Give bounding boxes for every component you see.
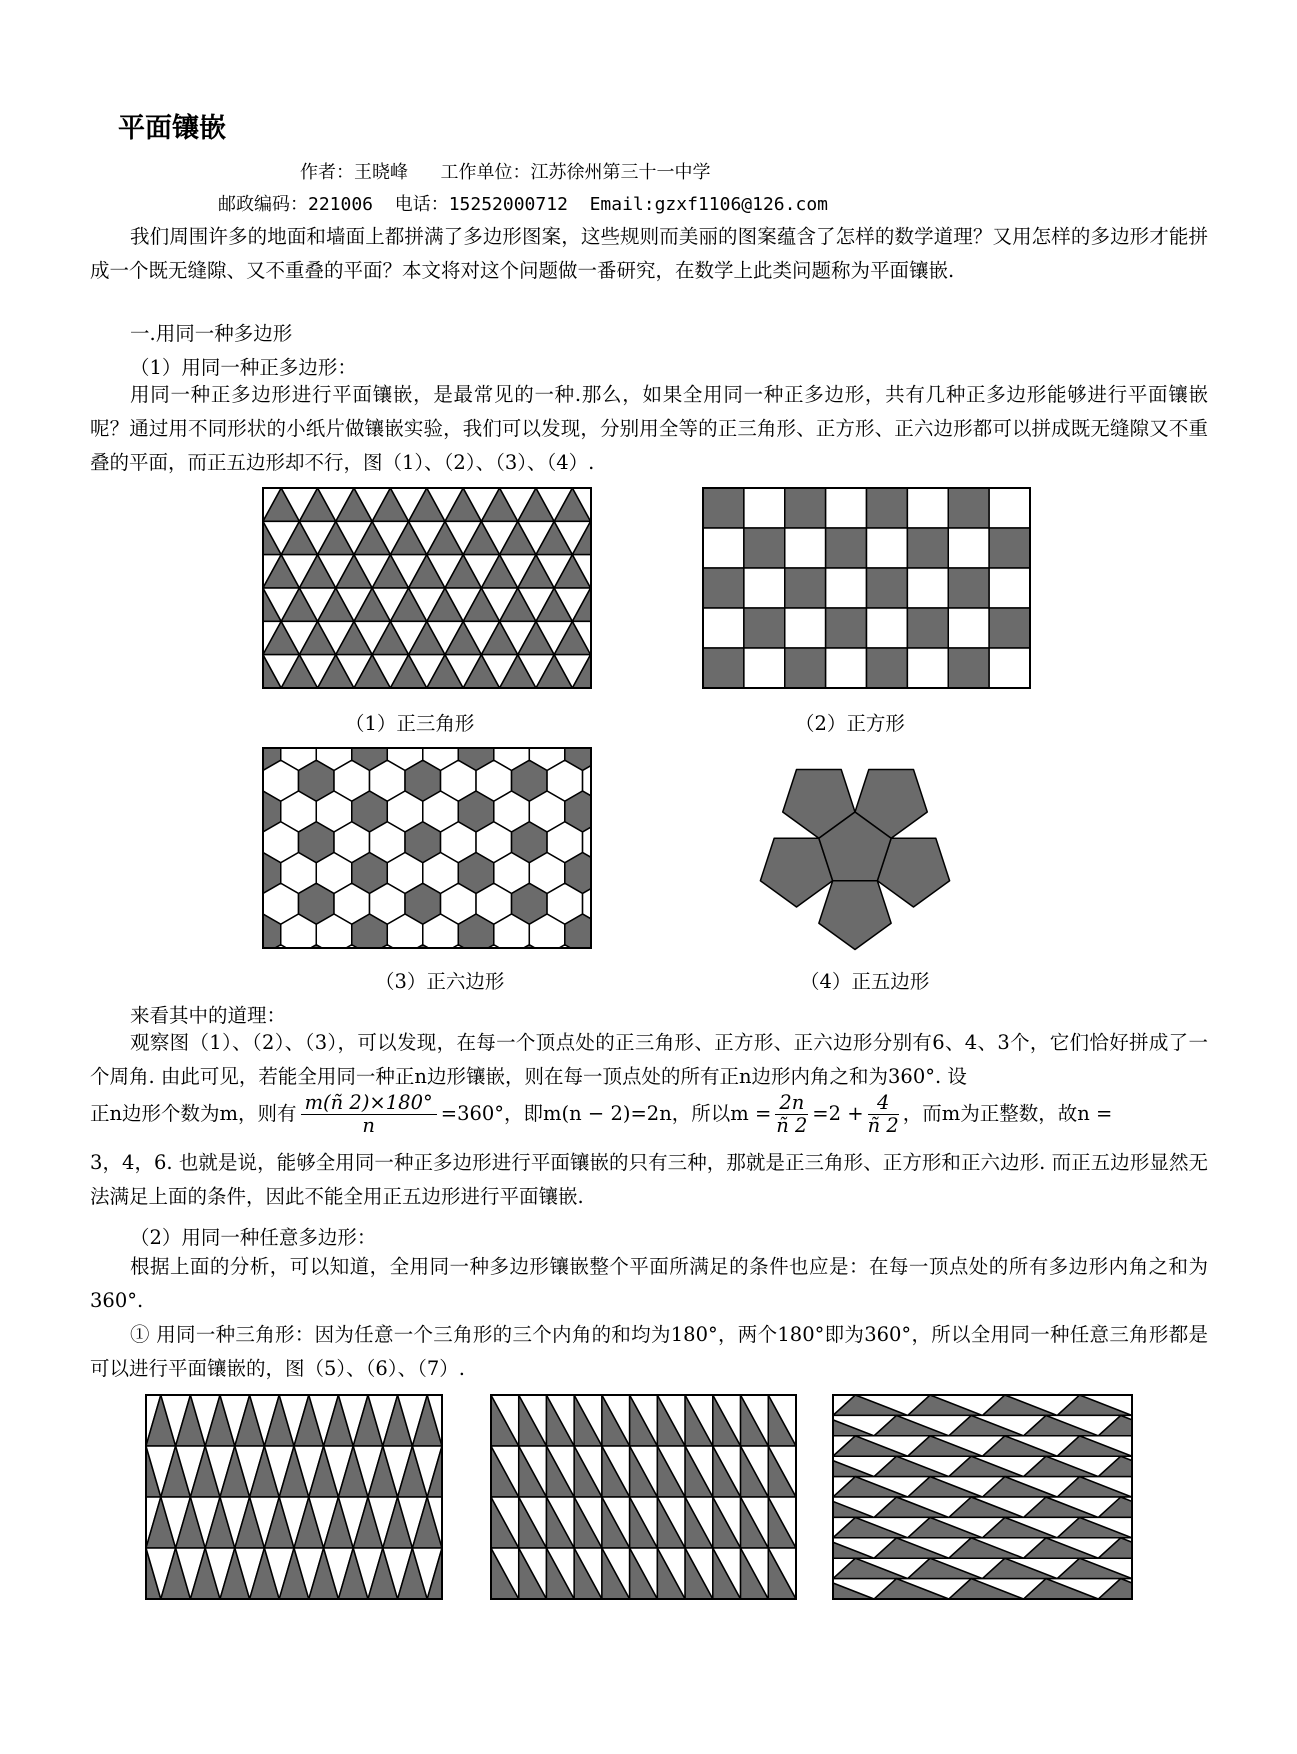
fraction-3 bbox=[868, 1092, 899, 1137]
tile-triangle-up bbox=[591, 621, 627, 654]
fraction-1-den: n bbox=[362, 1114, 375, 1137]
tile-triangle-up bbox=[208, 521, 244, 554]
tile-square bbox=[826, 608, 867, 648]
tile-scalene-light bbox=[1154, 1517, 1229, 1537]
tile-pentagon-outer bbox=[819, 881, 891, 950]
tile-triangle-down bbox=[208, 555, 244, 588]
tile-square bbox=[867, 528, 908, 568]
tile-hexagon bbox=[600, 791, 636, 832]
fraction-3-num: 4 bbox=[868, 1092, 899, 1115]
caption-figure-1: （1）正三角形 bbox=[345, 712, 475, 735]
tile-square bbox=[826, 648, 867, 688]
tile-triangle-up bbox=[190, 621, 226, 654]
tile-hexagon bbox=[227, 699, 263, 740]
tile-triangle-up bbox=[227, 488, 263, 521]
tile-square bbox=[948, 528, 989, 568]
tile-square bbox=[703, 488, 744, 528]
page-title: 平面镶嵌 bbox=[118, 113, 226, 144]
tile-triangle-up bbox=[208, 588, 244, 621]
tile-hexagon bbox=[618, 760, 654, 801]
tile-triangle-up bbox=[609, 588, 645, 621]
tile-square bbox=[826, 488, 867, 528]
figure-6-right-triangles bbox=[491, 1395, 796, 1599]
tile-triangle-down bbox=[227, 655, 263, 688]
tile-scalene-dark bbox=[1173, 1415, 1248, 1435]
tile-scalene-light bbox=[1196, 1497, 1271, 1517]
tile-scalene-dark bbox=[1173, 1538, 1248, 1558]
tile-scalene-light bbox=[1154, 1558, 1229, 1578]
tile-scalene-dark bbox=[1248, 1579, 1297, 1599]
tile-scalene-dark bbox=[1282, 1436, 1297, 1456]
tile-scalene-dark bbox=[1132, 1477, 1207, 1497]
fraction-1-num: m(ñ 2)×180° bbox=[301, 1092, 437, 1115]
tile-square bbox=[744, 568, 785, 608]
fraction-2-den: ñ 2 bbox=[776, 1114, 808, 1137]
formula-pre: 正n边形个数为m，则有 bbox=[90, 1102, 297, 1125]
tile-square bbox=[744, 488, 785, 528]
tile-square bbox=[867, 488, 908, 528]
tile-triangle-down bbox=[591, 521, 627, 554]
tile-scalene-dark bbox=[1207, 1517, 1282, 1537]
tile-triangle-up bbox=[645, 655, 681, 688]
tile-square bbox=[907, 528, 948, 568]
tile-square bbox=[907, 648, 948, 688]
tile-triangle-down bbox=[663, 655, 699, 688]
formula-eq2: =2 + bbox=[812, 1102, 864, 1125]
tile-hexagon bbox=[299, 699, 335, 740]
figure-4-pentagons bbox=[745, 730, 965, 952]
tile-hexagon bbox=[583, 945, 619, 986]
tile-square bbox=[826, 568, 867, 608]
tile-square bbox=[826, 528, 867, 568]
tile-hexagon bbox=[636, 976, 672, 1017]
formula-eq1: =360°，即m(n − 2)=2n，所以m = bbox=[440, 1102, 772, 1125]
tile-triangle-down bbox=[627, 655, 663, 688]
tile-square bbox=[867, 648, 908, 688]
paragraph-triangle: ① 用同一种三角形：因为任意一个三角形的三个内角的和均为180°，两个180°即为360°，所以全用同一种任意三角形都是可以进行平面镶嵌的，图（5）、（6）、（7）. bbox=[90, 1323, 1208, 1380]
tile-triangle-up bbox=[457, 1446, 487, 1497]
paragraph-regular-polygon: 用同一种正多边形进行平面镶嵌，是最常见的一种.那么，如果全用同一种正多边形，共有几种正多边形能够进行平面镶嵌呢？通过用不同形状的小纸片做镶嵌实验，我们可以发现，分别用全等的正三角形、正方形、正六边形都可以拼成既无缝隙又不重叠的平面，而正五边形却不行，图（1）、（2）、（3）、（4）. bbox=[90, 383, 1208, 474]
tile-triangle-up bbox=[227, 555, 263, 588]
tile-square bbox=[907, 608, 948, 648]
tile-triangle-up bbox=[609, 521, 645, 554]
tile-square bbox=[785, 488, 826, 528]
tile-triangle-up bbox=[645, 588, 681, 621]
tile-triangle-down bbox=[645, 555, 681, 588]
tile-hexagon bbox=[210, 853, 246, 894]
tile-triangle-down bbox=[591, 655, 627, 688]
tile-scalene-light bbox=[1196, 1579, 1271, 1599]
tile-scalene-dark bbox=[1248, 1456, 1297, 1476]
formula-post: ，而m为正整数，故n = bbox=[902, 1102, 1113, 1125]
tile-hexagon bbox=[654, 822, 690, 863]
tile-scalene-dark bbox=[1132, 1436, 1207, 1456]
tile-scalene-dark bbox=[1282, 1395, 1297, 1415]
tile-square bbox=[703, 568, 744, 608]
reason-paragraph-2: 3，4，6. 也就是说，能够全用同一种正多边形进行平面镶嵌的只有三种，那就是正三角形、正方形和正六边形. 而正五边形显然无法满足上面的条件，因此不能全用正五边形进行平面镶嵌. bbox=[90, 1151, 1208, 1208]
subheading-regular-polygon: （1）用同一种正多边形： bbox=[130, 356, 357, 379]
tile-hexagon bbox=[299, 945, 335, 986]
tile-triangle-up bbox=[663, 488, 699, 521]
tile-triangle-down bbox=[663, 588, 699, 621]
tile-square bbox=[948, 488, 989, 528]
tile-triangle-down bbox=[442, 1446, 472, 1497]
tile-triangle-up bbox=[645, 521, 681, 554]
figure-7-scalene-triangles bbox=[833, 1395, 1132, 1599]
tile-hexagon bbox=[227, 760, 263, 801]
contact-line: 邮政编码：221006 电话：15252000712 Email:gzxf1106@126.com bbox=[218, 194, 828, 215]
tile-scalene-dark bbox=[1282, 1558, 1297, 1578]
tile-triangle-down bbox=[591, 588, 627, 621]
tile-triangle-down bbox=[609, 488, 645, 521]
tile-triangle-down bbox=[627, 521, 663, 554]
tile-scalene-dark bbox=[1248, 1497, 1297, 1517]
caption-figure-4: （4）正五边形 bbox=[800, 970, 930, 993]
tile-square bbox=[785, 568, 826, 608]
tile-hexagon bbox=[227, 945, 263, 986]
tile-triangle-down bbox=[609, 555, 645, 588]
tile-hexagon bbox=[636, 791, 672, 832]
tile-triangle-down bbox=[457, 1497, 487, 1548]
tile-triangle-down bbox=[645, 488, 681, 521]
tile-triangle-up bbox=[627, 621, 663, 654]
tile-hexagon bbox=[636, 730, 672, 771]
tile-hexagon bbox=[210, 914, 246, 955]
tile-scalene-dark bbox=[1282, 1477, 1297, 1497]
tile-square bbox=[744, 528, 785, 568]
tile-hexagon bbox=[263, 945, 299, 986]
tile-scalene-dark bbox=[1207, 1477, 1282, 1497]
fraction-2 bbox=[775, 1092, 808, 1137]
tile-scalene-light bbox=[1229, 1517, 1297, 1537]
tile-scalene-light bbox=[1270, 1456, 1297, 1476]
tile-triangle-up bbox=[591, 555, 627, 588]
tile-triangle-down bbox=[627, 588, 663, 621]
tile-triangle-up bbox=[591, 488, 627, 521]
tile-triangle-up bbox=[663, 621, 699, 654]
tile-scalene-dark bbox=[1282, 1517, 1297, 1537]
tile-square bbox=[744, 648, 785, 688]
tile-scalene-dark bbox=[1132, 1517, 1207, 1537]
tile-scalene-light bbox=[1229, 1558, 1297, 1578]
tile-square bbox=[948, 648, 989, 688]
tile-scalene-light bbox=[1229, 1395, 1297, 1415]
tile-hexagon bbox=[600, 853, 636, 894]
tile-hexagon bbox=[227, 883, 263, 924]
tile-square bbox=[948, 608, 989, 648]
formula-line bbox=[90, 1092, 1112, 1137]
tile-triangle-up bbox=[609, 655, 645, 688]
author-line: 作者：王晓峰 工作单位：江苏徐州第三十一中学 bbox=[300, 162, 711, 183]
tile-triangle-up bbox=[663, 555, 699, 588]
tile-hexagon bbox=[618, 822, 654, 863]
tile-square bbox=[907, 488, 948, 528]
tile-scalene-light bbox=[1229, 1436, 1297, 1456]
tile-hexagon bbox=[512, 699, 548, 740]
tile-scalene-dark bbox=[1132, 1558, 1207, 1578]
tile-scalene-light bbox=[1229, 1477, 1297, 1497]
fraction-3-den: ñ 2 bbox=[867, 1114, 899, 1137]
tile-triangle-up bbox=[457, 1548, 487, 1599]
tile-hexagon bbox=[583, 699, 619, 740]
intro-paragraph: 我们周围许多的地面和墙面上都拼满了多边形图案，这些规则而美丽的图案蕴含了怎样的数学道理？又用怎样的多边形才能拼成一个既无缝隙、又不重叠的平面？本文将对这个问题做一番研究，在数学上此类问题称为平面镶嵌. bbox=[90, 225, 1208, 282]
tile-scalene-dark bbox=[1173, 1579, 1248, 1599]
tile-triangle-down bbox=[208, 488, 244, 521]
tile-hexagon bbox=[654, 883, 690, 924]
tile-hexagon bbox=[210, 730, 246, 771]
tile-triangle-down bbox=[442, 1548, 472, 1599]
tile-square bbox=[703, 528, 744, 568]
tile-triangle-down bbox=[663, 521, 699, 554]
tile-scalene-dark bbox=[1132, 1395, 1207, 1415]
tile-square bbox=[703, 608, 744, 648]
tile-hexagon bbox=[654, 945, 690, 986]
tile-triangle-up bbox=[442, 1497, 472, 1548]
tile-square bbox=[785, 648, 826, 688]
tile-hexagon bbox=[600, 730, 636, 771]
tile-triangle-down bbox=[116, 1446, 146, 1497]
reason-paragraph-1: 观察图（1）、（2）、（3），可以发现，在每一个顶点处的正三角形、正方形、正六边形分别有6、4、3个，它们恰好拼成了一个周角. 由此可见，若能全用同一种正n边形镶嵌，则在每一顶点处的所有正n边形内角之和为360°. 设 bbox=[90, 1031, 1208, 1088]
tile-scalene-dark bbox=[1207, 1436, 1282, 1456]
tile-triangle-down bbox=[457, 1395, 487, 1446]
tile-square bbox=[785, 608, 826, 648]
tile-scalene-light bbox=[1196, 1538, 1271, 1558]
tile-hexagon bbox=[512, 945, 548, 986]
tile-square bbox=[867, 568, 908, 608]
figure-3-hexagons bbox=[263, 748, 591, 948]
tile-square bbox=[907, 568, 948, 608]
tile-triangle-up bbox=[190, 488, 226, 521]
tile-triangle-up bbox=[627, 555, 663, 588]
tile-scalene-light bbox=[1196, 1456, 1271, 1476]
tile-hexagon bbox=[476, 699, 512, 740]
tile-square bbox=[989, 568, 1030, 608]
tile-triangle-down bbox=[116, 1548, 146, 1599]
tile-triangle-up bbox=[102, 1548, 132, 1599]
reason-heading: 来看其中的道理： bbox=[130, 1004, 287, 1027]
section-heading-1: 一.用同一种多边形 bbox=[130, 322, 293, 345]
tile-hexagon bbox=[547, 945, 583, 986]
tile-triangle-up bbox=[208, 655, 244, 688]
tile-scalene-light bbox=[1270, 1415, 1297, 1435]
tile-hexagon bbox=[334, 945, 370, 986]
tile-square bbox=[948, 568, 989, 608]
tile-hexagon bbox=[227, 822, 263, 863]
tile-hexagon bbox=[547, 699, 583, 740]
figure-2-squares bbox=[703, 488, 1030, 688]
tile-triangle-down bbox=[227, 588, 263, 621]
tile-hexagon bbox=[281, 976, 317, 1017]
tile-scalene-light bbox=[1196, 1415, 1271, 1435]
tile-square bbox=[989, 528, 1030, 568]
tile-triangle-up bbox=[227, 621, 263, 654]
tile-square bbox=[703, 648, 744, 688]
tile-scalene-light bbox=[1154, 1436, 1229, 1456]
tile-hexagon bbox=[529, 976, 565, 1017]
figure-1-triangles bbox=[263, 488, 591, 688]
tile-scalene-light bbox=[1154, 1395, 1229, 1415]
tile-square bbox=[867, 608, 908, 648]
caption-figure-2: （2）正方形 bbox=[795, 712, 905, 735]
caption-figure-3: （3）正六边形 bbox=[375, 970, 505, 993]
fraction-2-num: 2n bbox=[775, 1092, 808, 1115]
tile-triangle-up bbox=[102, 1446, 132, 1497]
tile-scalene-dark bbox=[1173, 1456, 1248, 1476]
tile-hexagon bbox=[565, 976, 601, 1017]
tile-square bbox=[989, 648, 1030, 688]
tile-hexagon bbox=[263, 699, 299, 740]
tile-hexagon bbox=[618, 699, 654, 740]
tile-scalene-dark bbox=[1173, 1497, 1248, 1517]
tile-scalene-dark bbox=[1207, 1558, 1282, 1578]
tile-square bbox=[989, 608, 1030, 648]
tile-hexagon bbox=[210, 791, 246, 832]
subheading-any-polygon: （2）用同一种任意多边形： bbox=[130, 1226, 377, 1249]
tile-triangle-up bbox=[116, 1395, 146, 1446]
tile-hexagon bbox=[636, 853, 672, 894]
figure-5-triangles bbox=[146, 1395, 442, 1599]
tile-triangle-down bbox=[208, 621, 244, 654]
tile-triangle-down bbox=[609, 621, 645, 654]
tile-triangle-up bbox=[442, 1395, 472, 1446]
tile-square bbox=[785, 528, 826, 568]
tile-scalene-light bbox=[1270, 1497, 1297, 1517]
tile-scalene-dark bbox=[1248, 1538, 1297, 1558]
tile-scalene-light bbox=[1270, 1538, 1297, 1558]
tile-scalene-light bbox=[1270, 1579, 1297, 1599]
tile-hexagon bbox=[600, 976, 636, 1017]
tile-hexagon bbox=[618, 945, 654, 986]
tile-hexagon bbox=[618, 883, 654, 924]
tile-hexagon bbox=[600, 914, 636, 955]
tile-square bbox=[989, 488, 1030, 528]
tile-hexagon bbox=[654, 760, 690, 801]
tile-scalene-light bbox=[1154, 1477, 1229, 1497]
tile-hexagon bbox=[316, 976, 352, 1017]
tile-triangle-up bbox=[116, 1497, 146, 1548]
tile-triangle-down bbox=[227, 521, 263, 554]
tile-triangle-up bbox=[627, 488, 663, 521]
tile-triangle-up bbox=[190, 555, 226, 588]
tile-hexagon bbox=[636, 914, 672, 955]
tile-triangle-down bbox=[645, 621, 681, 654]
fraction-1 bbox=[301, 1092, 437, 1137]
tile-square bbox=[744, 608, 785, 648]
tile-scalene-dark bbox=[1248, 1415, 1297, 1435]
tile-scalene-dark bbox=[1207, 1395, 1282, 1415]
tile-hexagon bbox=[654, 699, 690, 740]
paragraph-any-polygon: 根据上面的分析，可以知道，全用同一种多边形镶嵌整个平面所满足的条件也应是：在每一顶点处的所有多边形内角之和为360°. bbox=[90, 1255, 1208, 1312]
